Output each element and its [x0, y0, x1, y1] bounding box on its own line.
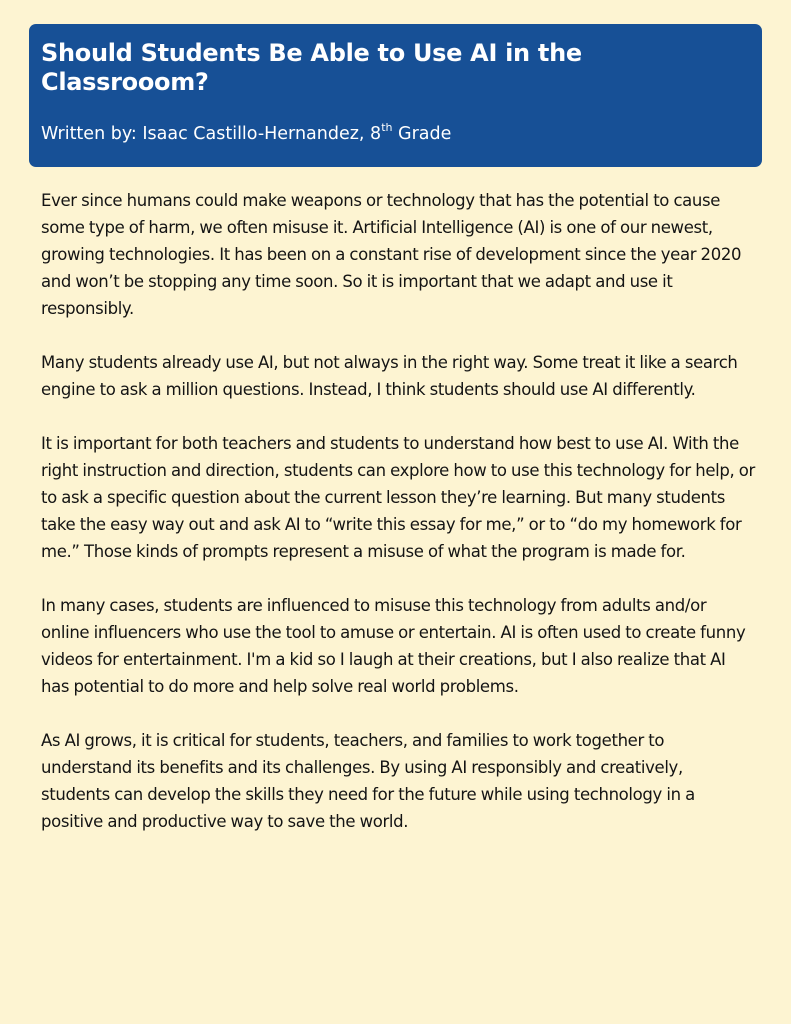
byline-text: Written by: Isaac Castillo-Hernandez, 8: [41, 124, 382, 144]
grade-ordinal-suffix: th: [381, 121, 393, 135]
paragraph-instruction: It is important for both teachers and students to understand how best to use AI. With the right instruction and direction, students can explore how to use this technology for help, or to ask a specific question about the current lesson they’re learning. But many students take the easy way out and ask AI to “write this essay for me,” or to “do my homework for me.” Those kinds of prompts represent a misuse of what the program is made for.: [41, 434, 755, 561]
paragraph-conclusion: As AI grows, it is critical for students, teachers, and families to work together to understand its benefits and its challenges. By using AI responsibly and creatively, students can develop the skills they need for the future while using technology in a positive and productive way to save the world.: [41, 731, 695, 831]
paragraph-intro: Ever since humans could make weapons or technology that has the potential to cause some type of harm, we often misuse it. Artificial Intelligence (AI) is one of our newest, growing technologies. It has been on a constant rise of development since the year 2020 and won’t be stopping any time soon. So it is important that we adapt and use it responsibly.: [41, 191, 742, 318]
paragraph-student-use: Many students already use AI, but not always in the right way. Some treat it like a search engine to ask a million questions. Instead, I think students should use AI differently.: [41, 353, 738, 399]
article-header: [29, 24, 762, 167]
byline-grade: Grade: [392, 124, 452, 144]
paragraph-influence: In many cases, students are influenced to misuse this technology from adults and/or online influencers who use the tool to amuse or entertain. AI is often used to create funny videos for entertainment. I'm a kid so I laugh at their creations, but I also realize that AI has potential to do more and help solve real world problems.: [41, 596, 746, 696]
article-body: [41, 187, 755, 862]
article-title: Should Students Be Able to Use AI in the Classrooom?: [41, 39, 582, 96]
author-byline: [41, 122, 451, 146]
